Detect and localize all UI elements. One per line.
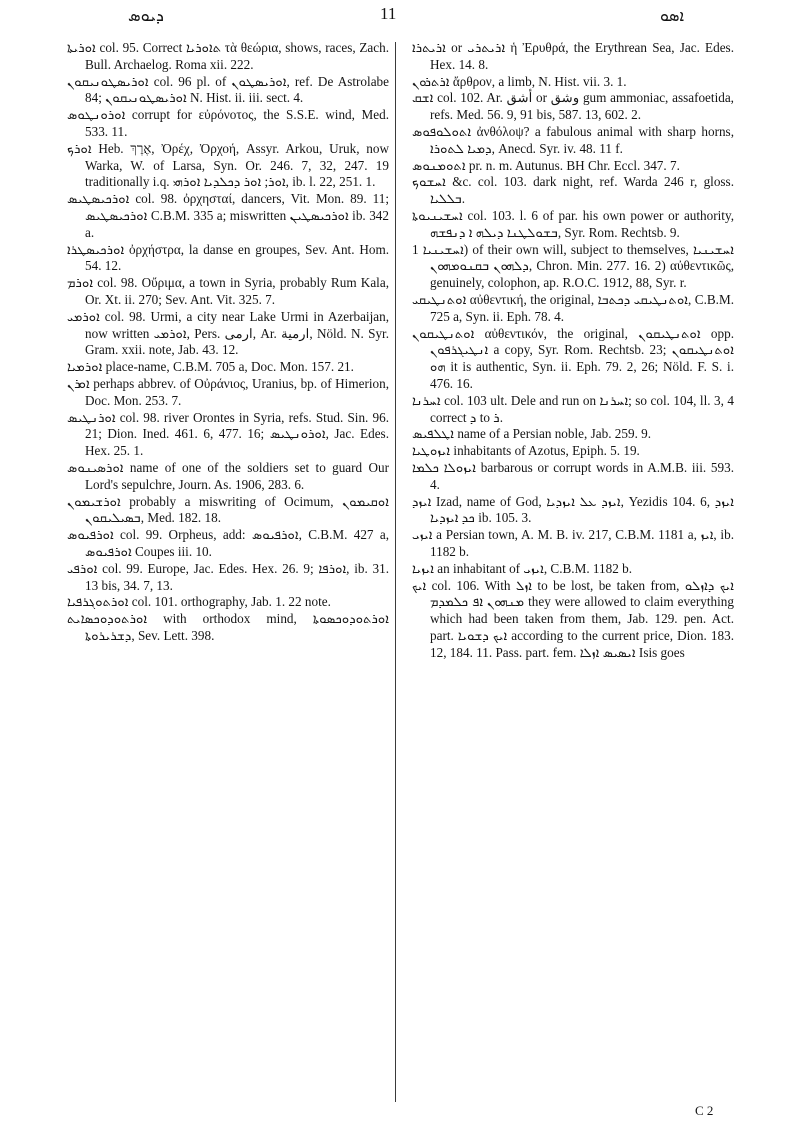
dictionary-entry: ܐܘܪܡܝ col. 98. Urmi, a city near Lake Urmi in Azerbaijan, now written ܐܘܪܡܝ, Pers. ارمی, Ar. ارمية, Nöld. N. Syr. Gram. xxii. note, Jab. 43. 12. [67, 308, 389, 358]
dictionary-entry: ܐܘܪܝܣܛܘܢܝܩܘܢ col. 96 pl. of ܐܘܪܝܣܛܘܢ, ref. De Astrolabe 84; ܐܘܪܝܣܛܘܢܝܩܘܢ N. Hist. ii. iii. sect. 4. [67, 73, 389, 106]
dictionary-entry: ܐܝܙܝ a Persian town, A. M. B. iv. 217, C.B.M. 1181 a, ܐܝܙ, ib. 1182 b. [412, 527, 734, 559]
dictionary-entry: ܐܘܪܫܝܡܘܢ probably a miswriting of Ocimum, ܐܘܩܝܡܘܢ ܒܣܝܠܝܩܘܢ, Med. 182. 18. [67, 493, 389, 526]
dictionary-entry: ܐܚܫܘܟ &c. col. 103. dark night, ref. Warda 246 r, gloss. ܒܠܠܝܐ. [412, 174, 734, 207]
dictionary-entry: ܐܘܪܝܬܐ col. 95. Correct ܬܐܘܪܝܐ τὰ θεώρια, shows, races, Zach. Bull. Archaelog. Roma xii. 222. [67, 40, 389, 72]
dictionary-entry: ܐܝܙܘܛܝܐ inhabitants of Azotus, Epiph. 5. 19. [412, 443, 640, 459]
dictionary-entry: ܐܚܪܢܐ col. 103 ult. Dele and run on ܐܚܪܢܐ; so col. 104, ll. 3, 4 correct ܕ to ܪ. [412, 392, 734, 425]
right-column [412, 40, 734, 661]
dictionary-entry: ܐܪܬܪܘܢ ἄρθρον, a limb, N. Hist. vii. 3. 1. [412, 73, 627, 89]
dictionary-entry: ܐܘܪܟ Heb. אֶרֶךְ, Ὀρέχ, Ὀρχοή, Assyr. Arkou, Uruk, now Warka, W. of Larsa, Syn. Or. 246. 7, 32, 247. 19 traditionally i.q. ܐܘܪ; ܐܘܪ ܕܟܠܕܝܐ ܐܘܪܗܝ, ib. l. 22, 251. 1. [67, 140, 389, 190]
dictionary-entry: ܐܝܙܕ Izad, name of God, ܐܝܙܕ ܥܠ ܐܝܙܕܝܐ, Yezidis 104. 6, ܐܝܙܕ ܟܕ ܐܝܙܕܝܐ ib. 105. 3. [412, 493, 735, 526]
dictionary-entry: ܐܬܘܡܢܘܣ pr. n. m. Autunus. BH Chr. Eccl. 347. 7. [412, 157, 680, 173]
dictionary-entry: ܐܪܝܬܪܐ or ܐܪܝܬܪܝ ἡ Ἐρυθρά, the Erythrean Sea, Jac. Edes. Hex. 14. 8. [412, 40, 734, 72]
dictionary-entry: ܐܝܟ col. 106. With ܐܙܠ to be lost, be taken from, ܐܝܟ ܕܐܙܠܘ ܡܢܗܘܢ ܐܦ ܟܠܡܕܡ they were allowed to claim everything which had been taken from them, Jab. 129. pen. Act. part. ܐܝܟ ܕܫܘܝܐ according to the current price, Dion. 183. 12, 184. 11. Pass. part. fem. ܐܝܣܝܣ ܐܙܠܐ Isis goes [412, 577, 734, 660]
dictionary-entry: ܐܘܪܟܝܣܛܪܐ ὀρχήστρα, la danse en groupes, Sev. Ant. Hom. 54. 12. [67, 241, 389, 274]
dictionary-entry: ܐܘܬܢܛܝܩܘܢ αὐθεντικόν, the original, ܐܘܬܢܛܝܩܘܢ opp. ܐܢܛܝܓܪܦܘܢ a copy, Syr. Rom. Rechtsb. 23; ܐܘܬܢܛܝܩܘܢ ܗܘ it is authentic, Syn. ii. Eph. 79. 2, 26; Nöld. F. S. i. 476. 16. [412, 325, 734, 391]
signature-mark: C 2 [695, 1103, 714, 1118]
dictionary-entry: ܐܘܪܣܝܢܘܣ name of one of the soldiers set to guard Our Lord's sepulchre, Journ. As. 1906, 283. 6. [67, 459, 389, 492]
dictionary-entry: ܐܘܪܢ perhaps abbrev. of Οὐράνιος, Uranius, bp. of Himerion, Doc. Mon. 253. 7. [67, 375, 389, 408]
column-divider [395, 42, 396, 1102]
left-column [67, 40, 389, 645]
dictionary-entry: ܐܘܪܘܢܛܘܣ corrupt for εὐρόνοτος, the S.S.E. wind, Med. 533. 11. [67, 107, 389, 139]
header-left-syriac: ܕܝܘܣ [128, 6, 164, 25]
dictionary-entry: ܐܘܪܢܛܝܣ col. 98. river Orontes in Syria, refs. Stud. Sin. 96. 21; Dion. Ined. 461. 6, 477. 16; ܐܘܪܘܢܛܝܣ, Jac. Edes. Hex. 25. 1. [67, 409, 389, 459]
header-right-syriac: ܐܣܘ [660, 6, 684, 25]
dictionary-entry: ܐܫܩ col. 102. Ar. أشق or وشق gum ammoniac, assafoetida, refs. Med. 56. 9, 91 bis, 587. 13, 602. 2. [412, 90, 734, 123]
dictionary-entry: ܐܘܪܡܝܐ place-name, C.B.M. 705 a, Doc. Mon. 157. 21. [67, 359, 354, 375]
dictionary-entry: ܐܘܪܡ col. 98. Οὔριμα, a town in Syria, probably Rum Kala, Or. Xt. ii. 270; Sev. Ant. Vit. 325. 7. [67, 275, 389, 307]
dictionary-entry: ܐܚܫܝܢܝܘܬܐ col. 103. l. 6 of par. his own power or authority, ܒܫܘܠܛܢܐ ܕܝܠܗ ܐ ܕܢܦܫܗ, Syr. Rom. Rechtsb. 9. [412, 207, 734, 240]
dictionary-entry: ܐܘܪܬܘܕܘܟܣܐܝܬ with orthodox mind, ܐܘܪܬܘܕܘܟܣܘܬܐ ܕܫܪܝܪܘܬܐ, Sev. Lett. 398. [67, 611, 389, 643]
running-header [0, 0, 800, 34]
dictionary-entry: ܐܝܙܘܠܐ ܟܠܡܐ barbarous or corrupt words in A.M.B. iii. 593. 4. [412, 459, 734, 492]
dictionary-entry: ܐܘܪܦܝܘܣ col. 99. Orpheus, add: ܐܘܪܦܝܘܣ, C.B.M. 427 a, ܐܘܪܦܝܘܣ Coupes iii. 10. [67, 527, 389, 559]
dictionary-entry: ܐܝܙܝܐ an inhabitant of ܐܝܙܝ, C.B.M. 1182 b. [412, 560, 632, 576]
dictionary-entry: ܐܘܬܢܛܝܩܝ αὐθεντική, the original, ܐܘܬܢܛܝܩܝ ܕܟܬܒܐ, C.B.M. 725 a, Syn. ii. Eph. 78. 4. [412, 291, 734, 324]
dictionary-entry: ܐܬܘܠܘܦܘܣ ἀνθόλοψ? a fabulous animal with sharp horns, ܕܡܝܐ ܠܬܘܪܐ, Anecd. Syr. iv. 48. 11 f. [412, 123, 734, 156]
dictionary-entry: ܐܘܪܟܝܣܛܝܣ col. 98. ὀρχησταί, dancers, Vit. Mon. 89. 11; ܐܘܪܟܝܣܛܝܣ C.B.M. 335 a; miswritten ܐܘܪܟܝܣܛܝܢ ib. 342 a. [67, 191, 389, 240]
dictionary-entry: ܐܘܪܦܝ col. 99. Europe, Jac. Edes. Hex. 26. 9; ܐܘܪܦܐ, ib. 31. 13 bis, 34. 7, 13. [67, 560, 389, 593]
dictionary-entry: ܐܛܠܦܝܣ name of a Persian noble, Jab. 259. 9. [412, 426, 652, 442]
dictionary-entry: ܐܚܫܝܢܝܐ 1) of their own will, subject to themselves, ܐܚܫܝܢܝܐ ܕܠܗܘܢ ܒܩܢܘܡܗܘܢ, Chron. Min. 277. 16. 2) αὐθεντικῶς, genuinely, colophon, ap. R.O.C. 1912, 88, Syr. r. [412, 241, 734, 291]
page-number: 11 [380, 4, 397, 23]
dictionary-entry: ܐܘܪܬܘܓܪܦܝܐ col. 101. orthography, Jab. 1. 22 note. [67, 594, 331, 610]
